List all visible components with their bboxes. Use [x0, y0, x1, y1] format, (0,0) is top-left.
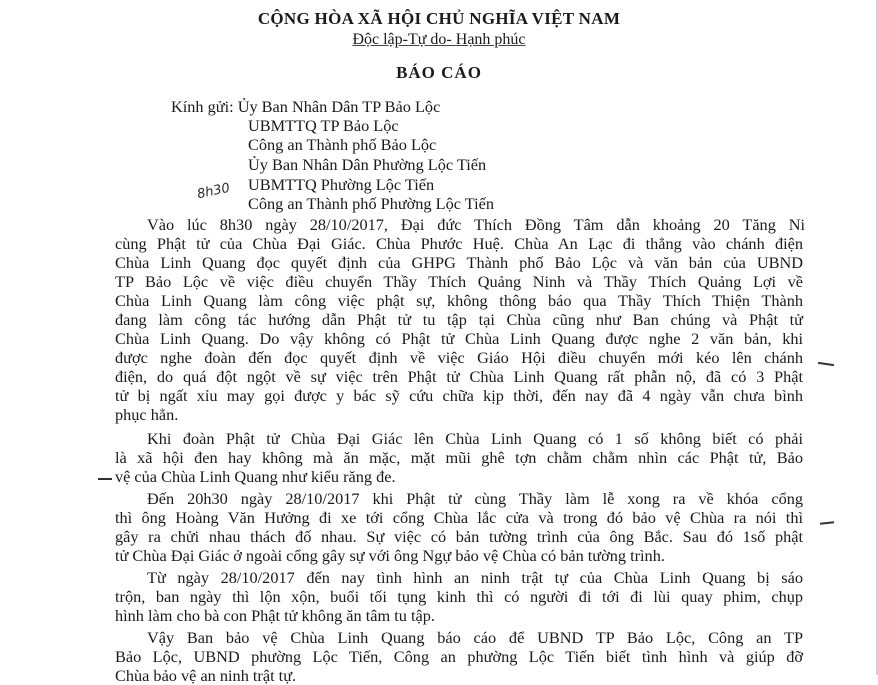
recipient-3: Công an Thành phố Bảo Lộc — [248, 135, 437, 154]
p4-line-3: hình làm cho bà con Phật tử không ăn tâm tu tập. — [115, 606, 435, 625]
p5-line-3: Chùa bảo vệ an ninh trật tự. — [115, 666, 297, 685]
recipient-5: UBMTTQ Phường Lộc Tiến — [248, 175, 435, 194]
p3-line-1: Đến 20h30 ngày 28/10/2017 khi Phật tử cùng Thầy làm lễ xong ra về khóa cổng — [147, 489, 803, 508]
p5-line-1: Vậy Ban bảo vệ Chùa Linh Quang báo cáo để UBND TP Bảo Lộc, Công an TP — [147, 628, 803, 647]
p2-line-1: Khi đoàn Phật tử Chùa Đại Giác lên Chùa Linh Quang có 1 số không biết có phải — [147, 429, 803, 448]
handwritten-time-note: 8h30 — [195, 180, 232, 203]
motto-part-2: -Tự do- — [402, 31, 456, 48]
p1-line-3: Chùa Linh Quang đọc quyết định của GHPG Thành phố Bảo Lộc và văn bản của UBND — [115, 253, 803, 272]
p5-line-2: Bảo Lộc, UBND phường Lộc Tiến, Công an phường Lộc Tiến biết tình hình và giúp đỡ — [115, 647, 803, 666]
p1-line-11: phục hẳn. — [115, 405, 179, 424]
p1-line-10: tử bị ngất xỉu may gọi được y bác sỹ cứu chữa kịp thời, đến nay đã 4 ngày vẫn chưa bình — [115, 386, 803, 405]
p1-line-7: Chùa Linh Quang. Do vậy không có Phật tử Chùa Linh Quang được nghe 2 văn bản, khi — [115, 329, 803, 348]
p1-line-5: Chùa Linh Quang làm công việc phật sự, không thông báo qua Thầy Thích Thiện Thành — [115, 291, 803, 310]
p3-line-2: thì ông Hoàng Văn Hưởng đi xe tới cổng Chùa lắc cửa và trong đó bảo vệ Chùa ra nói thì — [115, 508, 803, 527]
motto — [0, 31, 878, 49]
p1-line-1: Vào lúc 8h30 ngày 28/10/2017, Đại đức Thích Đồng Tâm dẫn khoảng 20 Tăng Ni — [147, 215, 805, 234]
recipient-1: Ủy Ban Nhân Dân TP Bảo Lộc — [237, 97, 441, 116]
recipients-label: Kính gửi: — [171, 97, 238, 116]
pen-mark-left — [98, 478, 112, 480]
recipient-4: Ủy Ban Nhân Dân Phường Lộc Tiến — [248, 155, 487, 174]
p2-line-2: là xã hội đen hay không mà ăn mặc, mặt mũi ghê tợn chằm chằm nhìn các Phật tử, Bảo — [115, 448, 803, 467]
p4-line-2: trộn, ban ngày thì lộn xộn, buổi tối tụng kinh thì có người đi tới đi lùi quay phim, chụp — [115, 587, 803, 606]
p1-line-9: điện, do quá đột ngột về sự việc trên Phật tử Chùa Linh Quang rất phẫn nộ, đã có 3 Phật — [115, 367, 803, 386]
recipient-6: Công an Thành phố Phường Lộc Tiến — [248, 194, 494, 213]
p4-line-1: Từ ngày 28/10/2017 đến nay tình hình an ninh trật tự của Chùa Linh Quang bị sáo — [147, 568, 803, 587]
recipient-2: UBMTTQ TP Bảo Lộc — [248, 116, 399, 135]
p1-line-4: TP Bảo Lộc về việc điều chuyển Thầy Thích Quảng Ninh và Thầy Thích Quảng Lợi về — [115, 272, 803, 291]
recipients-line-1 — [171, 98, 440, 116]
motto-part-3: Hạnh phúc — [455, 31, 526, 48]
p1-line-8: được nghe đoàn đến đọc quyết định về việc Giáo Hội điều chuyển mới kéo lên chánh — [115, 348, 803, 367]
p1-line-2: cùng Phật tử của Chùa Đại Giác. Chùa Phước Huệ. Chùa An Lạc đi thẳng vào chánh điện — [115, 234, 803, 253]
document-title: BÁO CÁO — [396, 63, 482, 82]
p1-line-6: đang làm công tác hướng dẫn Phật tử tu tập tại Chùa cũng như Ban chúng và Phật tử — [115, 310, 803, 329]
motto-part-1: Độc lập — [352, 31, 403, 48]
p2-line-3: vệ của Chùa Linh Quang như kiểu răng đe. — [115, 467, 396, 486]
pen-mark-right — [818, 362, 834, 366]
p3-line-4: tử Chùa Đại Giác ở ngoài cổng gây sự với ông Ngự bảo vệ Chùa có bản tường trình. — [115, 546, 665, 565]
p3-line-3: gây ra chửi nhau thách đố nhau. Sự việc có bản tường trình của ông Bắc. Sau đó 1số phật — [115, 527, 803, 546]
nation-header: CỘNG HÒA XÃ HỘI CHỦ NGHĨA VIỆT NAM — [257, 9, 621, 28]
pen-mark-right-2 — [820, 521, 834, 524]
